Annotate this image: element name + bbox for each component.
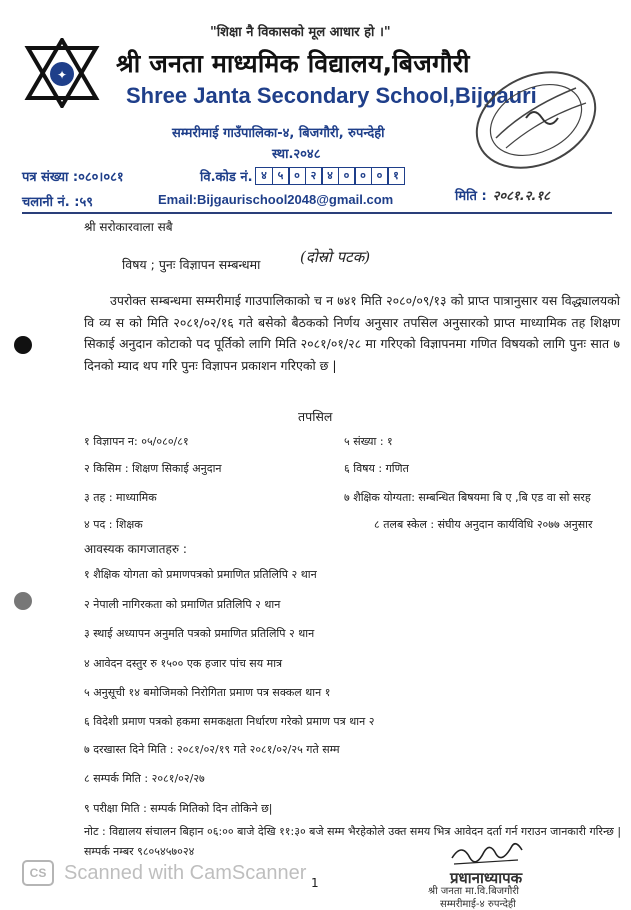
signatory-title: प्रधानाध्यापक xyxy=(450,869,523,887)
punch-hole xyxy=(14,336,32,354)
page-number: 1 xyxy=(311,876,319,890)
school-code xyxy=(200,167,405,185)
detail-item: ३ तह : माध्यामिक xyxy=(84,491,157,504)
dispatch-number xyxy=(22,192,93,210)
school-name-english: Shree Janta Secondary School,Bijgauri xyxy=(126,83,537,108)
camscanner-logo-icon: CS xyxy=(22,860,54,886)
header-divider xyxy=(22,212,612,214)
camscanner-watermark xyxy=(22,860,306,886)
signatory-school: श्री जनता मा.वि.बिजगौरी xyxy=(428,886,519,897)
detail-item: ६ विषय : गणित xyxy=(344,462,409,475)
document-item: ३ स्थाई अध्यापन अनुमति पत्रको प्रमाणित प्रतिलिपि २ थान xyxy=(84,627,315,640)
detail-item: ७ शैक्षिक योग्यता: सम्बन्धित बिषयमा बि ए ,बि एड वा सो सरह xyxy=(344,491,591,504)
reference-number-label: पत्र संख्या : xyxy=(22,170,79,185)
code-digit: ० xyxy=(354,167,372,185)
subject-handwritten-note: (दोस्रो पटक) xyxy=(300,248,371,266)
document-item: १ शैक्षिक योगता को प्रमाणपत्रको प्रमाणित प्रतिलिपि २ थान xyxy=(84,568,317,581)
signatory-address: सम्मरीमाई-४ रुपन्देही xyxy=(440,899,516,910)
document-item: ५ अनुसूची १४ बमोजिमको निरोगिता प्रमाण पत्र सक्कल थान १ xyxy=(84,686,331,699)
detail-item: २ किसिम : शिक्षण सिकाई अनुदान xyxy=(84,462,222,475)
code-digit: ० xyxy=(288,167,306,185)
date-label: मिति : xyxy=(455,189,487,204)
reference-number xyxy=(22,167,124,185)
dispatch-number-label: चलानी नं. : xyxy=(22,195,80,210)
subject-label: विषय ; पुनः विज्ञापन सम्बन्धमा xyxy=(122,257,261,272)
document-item: ९ परीक्षा मिति : सम्पर्क मितिको दिन तोकिने छ| xyxy=(84,802,273,815)
document-item: ६ विदेशी प्रमाण पत्रको हकमा समकक्षता निर्धारण गरेको प्रमाण पत्र थान २ xyxy=(84,715,375,728)
school-name-nepali: श्री जनता माध्यमिक विद्यालय,बिजगौरी xyxy=(116,49,470,78)
document-item: ८ सम्पर्क मिति : २०८१/०२/२७ xyxy=(84,772,205,785)
date-value: २०८१.२.१८ xyxy=(492,189,550,204)
code-digit: ४ xyxy=(321,167,339,185)
letter-body-paragraph: उपरोक्त सम्बन्धमा सम्मरीमाई गाउपालिकाको च न ७४१ मिति २०८०/०९/१३ को प्राप्त पात्रानुसार यस विद्ध्यालयको वि व्य स को मिति २०८१/०२/१६ गते बसेको बैठकको निर्णय अनुसार तपसिल अनुसारको प्राप्त माध्यामिक तह शिक्षण सिकाई अनुदान कोटाको पद पूर्तिको लागि मिति २०८१/०१/२८ मा गरिएको विज्ञापनमा गणित विषयको लागि पुनः सात ७ दिनको म्याद थप गरि पुनः विज्ञापन प्रकाशन गरिएको छ | xyxy=(84,293,620,373)
code-digit: १ xyxy=(387,167,405,185)
established-year: स्था.२०४८ xyxy=(272,147,321,162)
school-email: Email:Bijgaurischool2048@gmail.com xyxy=(158,192,394,207)
code-digit: ५ xyxy=(272,167,290,185)
document-item: २ नेपाली नागिरकता को प्रमाणित प्रतिलिपि २ थान xyxy=(84,598,281,611)
school-address: सम्मरीमाई गाउँपालिका-४, बिजगौरी, रुपन्देही xyxy=(172,126,385,141)
reference-number-value: ०८०।०८१ xyxy=(78,170,124,185)
code-digit: ० xyxy=(371,167,389,185)
detail-item: १ विज्ञापन न: ०५/०८०/८१ xyxy=(84,435,189,448)
nepal-emblem-star-logo xyxy=(22,38,102,108)
detail-item: ८ तलब स्केल : संघीय अनुदान कार्यविधि २०७७ अनुसार xyxy=(374,518,593,531)
dispatch-number-value: ५९ xyxy=(79,195,93,210)
document-item: ४ आवेदन दस्तुर रु १५०० एक हजार पांच सय मात्र xyxy=(84,657,283,670)
required-documents-title: आवस्यक कागजातहरु : xyxy=(84,542,187,556)
note: नोट : विद्यालय संचालन बिहान ०६:०० बाजे देखि ११:३० बजे सम्म भैरहेकोले उक्त समय भित्र आवेदन दर्ता गर्न गराउन जानकारी गरिन्छ |सम्पर्क नम्बर ९८०५४५७०२४ xyxy=(84,825,622,858)
details-title: तपसिल xyxy=(298,409,333,424)
school-code-label: वि.कोड नं. xyxy=(200,170,253,185)
code-digit: ४ xyxy=(255,167,273,185)
letter-date xyxy=(455,186,550,204)
code-digit: ० xyxy=(338,167,356,185)
svg-text:✦: ✦ xyxy=(56,68,68,82)
punch-hole xyxy=(14,592,32,610)
camscanner-text: Scanned with CamScanner xyxy=(64,861,307,884)
document-item: ७ दरखास्त दिने मिति : २०८१/०२/१९ गते २०८१/०२/२५ गते सम्म xyxy=(84,743,340,756)
school-code-boxes xyxy=(257,167,406,185)
code-digit: २ xyxy=(305,167,323,185)
detail-item: ४ पद : शिक्षक xyxy=(84,518,143,531)
handwritten-signature xyxy=(448,838,528,870)
recipient: श्री सरोकारवाला सबै xyxy=(84,220,173,234)
detail-item: ५ संख्या : १ xyxy=(344,435,393,448)
school-stamp xyxy=(466,48,616,173)
school-motto: "शिक्षा नै विकासको मूल आधार हो ।" xyxy=(210,25,391,40)
